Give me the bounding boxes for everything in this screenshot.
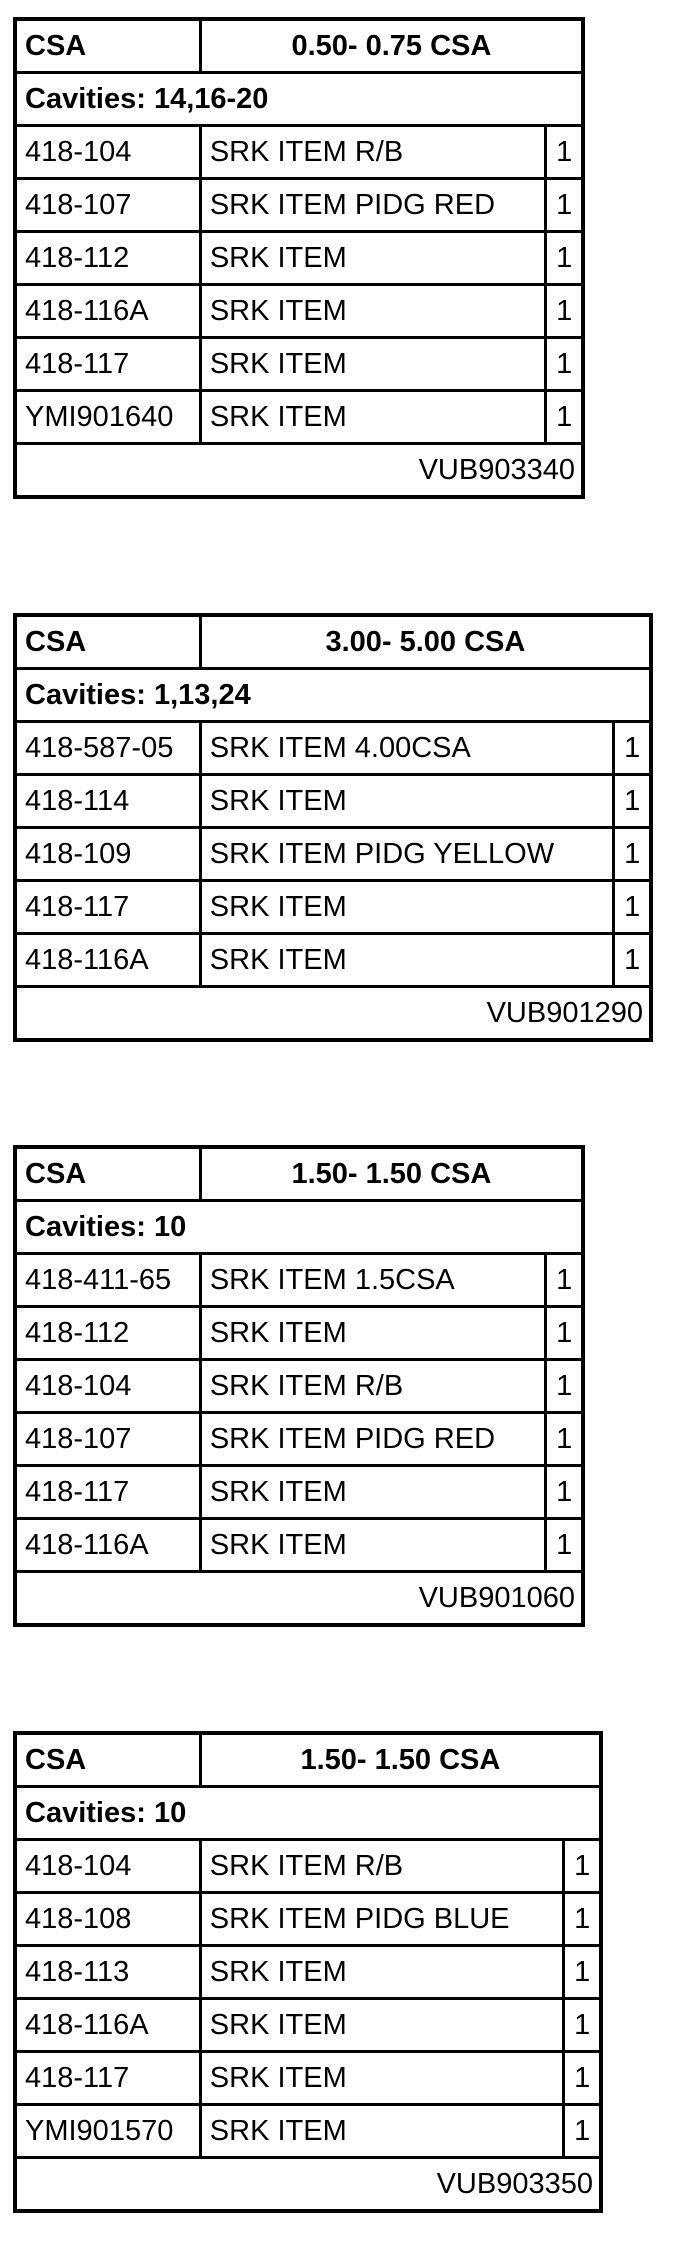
part-description: SRK ITEM (200, 1999, 564, 2052)
part-quantity: 1 (546, 1466, 583, 1519)
part-number: 418-116A (15, 934, 200, 987)
table-row (15, 775, 651, 828)
part-number: 418-104 (15, 1840, 200, 1893)
part-quantity: 1 (546, 179, 583, 232)
table-row (15, 338, 583, 391)
cavities-row (15, 669, 651, 722)
csa-range: 3.00- 5.00 CSA (200, 615, 651, 669)
part-quantity: 1 (564, 1893, 601, 1946)
part-number: 418-116A (15, 1999, 200, 2052)
part-number: 418-117 (15, 1466, 200, 1519)
part-number: 418-117 (15, 338, 200, 391)
table-row (15, 1307, 583, 1360)
table-row (15, 881, 651, 934)
table-row (15, 2105, 601, 2158)
part-number: 418-587-05 (15, 722, 200, 775)
part-description: SRK ITEM PIDG YELLOW (200, 828, 614, 881)
part-quantity: 1 (564, 1946, 601, 1999)
part-description: SRK ITEM (200, 934, 614, 987)
part-quantity: 1 (546, 1307, 583, 1360)
table-row (15, 1893, 601, 1946)
part-number: 418-104 (15, 126, 200, 179)
assembly-code: VUB903340 (15, 444, 583, 498)
part-description: SRK ITEM (200, 1307, 546, 1360)
part-quantity: 1 (546, 1360, 583, 1413)
table-row (15, 391, 583, 444)
part-number: 418-113 (15, 1946, 200, 1999)
assembly-code: VUB903350 (15, 2158, 601, 2212)
part-quantity: 1 (546, 285, 583, 338)
part-number: 418-114 (15, 775, 200, 828)
part-number: 418-109 (15, 828, 200, 881)
code-row (15, 1572, 583, 1626)
part-quantity: 1 (614, 828, 651, 881)
part-description: SRK ITEM R/B (200, 1840, 564, 1893)
table-header-row (15, 615, 651, 669)
part-quantity: 1 (614, 881, 651, 934)
table-row (15, 179, 583, 232)
table-header-row (15, 1733, 601, 1787)
part-number: 418-107 (15, 1413, 200, 1466)
header-label: CSA (15, 615, 200, 669)
table-row (15, 285, 583, 338)
part-quantity: 1 (546, 1519, 583, 1572)
part-quantity: 1 (564, 1840, 601, 1893)
table-row (15, 722, 651, 775)
part-number: 418-117 (15, 2052, 200, 2105)
table-row (15, 1360, 583, 1413)
cavities-row (15, 1787, 601, 1840)
table-header-row (15, 19, 583, 73)
assembly-code: VUB901290 (15, 987, 651, 1041)
part-description: SRK ITEM (200, 285, 546, 338)
part-number: 418-116A (15, 1519, 200, 1572)
part-quantity: 1 (564, 2052, 601, 2105)
table-row (15, 1519, 583, 1572)
part-description: SRK ITEM R/B (200, 1360, 546, 1413)
part-description: SRK ITEM (200, 881, 614, 934)
table-row (15, 1840, 601, 1893)
part-description: SRK ITEM PIDG BLUE (200, 1893, 564, 1946)
part-quantity: 1 (614, 934, 651, 987)
code-row (15, 987, 651, 1041)
part-number: 418-112 (15, 1307, 200, 1360)
part-description: SRK ITEM (200, 2052, 564, 2105)
table-row (15, 1413, 583, 1466)
table-row (15, 1466, 583, 1519)
cavities-label: Cavities: 1,13,24 (15, 669, 651, 722)
part-number: 418-107 (15, 179, 200, 232)
table-row (15, 828, 651, 881)
part-number: YMI901640 (15, 391, 200, 444)
assembly-code: VUB901060 (15, 1572, 583, 1626)
csa-range: 0.50- 0.75 CSA (200, 19, 583, 73)
csa-range: 1.50- 1.50 CSA (200, 1147, 583, 1201)
part-description: SRK ITEM (200, 232, 546, 285)
cavities-row (15, 1201, 583, 1254)
part-quantity: 1 (546, 232, 583, 285)
part-quantity: 1 (546, 1413, 583, 1466)
table-row (15, 232, 583, 285)
part-quantity: 1 (564, 2105, 601, 2158)
table-row (15, 934, 651, 987)
cavities-row (15, 73, 583, 126)
part-number: 418-117 (15, 881, 200, 934)
part-description: SRK ITEM (200, 1519, 546, 1572)
part-description: SRK ITEM PIDG RED (200, 179, 546, 232)
csa-table-4 (13, 1731, 603, 2213)
header-label: CSA (15, 1733, 200, 1787)
cavities-label: Cavities: 10 (15, 1201, 583, 1254)
part-description: SRK ITEM R/B (200, 126, 546, 179)
part-description: SRK ITEM (200, 1946, 564, 1999)
csa-table-2 (13, 613, 653, 1042)
part-quantity: 1 (546, 126, 583, 179)
table-row (15, 1254, 583, 1307)
part-number: 418-112 (15, 232, 200, 285)
cavities-label: Cavities: 10 (15, 1787, 601, 1840)
csa-range: 1.50- 1.50 CSA (200, 1733, 601, 1787)
csa-table-3 (13, 1145, 585, 1627)
header-label: CSA (15, 1147, 200, 1201)
part-description: SRK ITEM (200, 775, 614, 828)
csa-table-1 (13, 17, 585, 499)
part-quantity: 1 (546, 1254, 583, 1307)
part-quantity: 1 (546, 391, 583, 444)
header-label: CSA (15, 19, 200, 73)
part-quantity: 1 (546, 338, 583, 391)
part-number: 418-411-65 (15, 1254, 200, 1307)
code-row (15, 2158, 601, 2212)
part-description: SRK ITEM PIDG RED (200, 1413, 546, 1466)
part-number: YMI901570 (15, 2105, 200, 2158)
table-row (15, 1999, 601, 2052)
table-header-row (15, 1147, 583, 1201)
part-description: SRK ITEM (200, 391, 546, 444)
part-number: 418-108 (15, 1893, 200, 1946)
table-row (15, 126, 583, 179)
part-quantity: 1 (564, 1999, 601, 2052)
part-number: 418-116A (15, 285, 200, 338)
cavities-label: Cavities: 14,16-20 (15, 73, 583, 126)
part-description: SRK ITEM (200, 338, 546, 391)
part-number: 418-104 (15, 1360, 200, 1413)
part-quantity: 1 (614, 722, 651, 775)
part-description: SRK ITEM (200, 1466, 546, 1519)
table-row (15, 2052, 601, 2105)
part-quantity: 1 (614, 775, 651, 828)
code-row (15, 444, 583, 498)
part-description: SRK ITEM 4.00CSA (200, 722, 614, 775)
part-description: SRK ITEM (200, 2105, 564, 2158)
part-description: SRK ITEM 1.5CSA (200, 1254, 546, 1307)
table-row (15, 1946, 601, 1999)
